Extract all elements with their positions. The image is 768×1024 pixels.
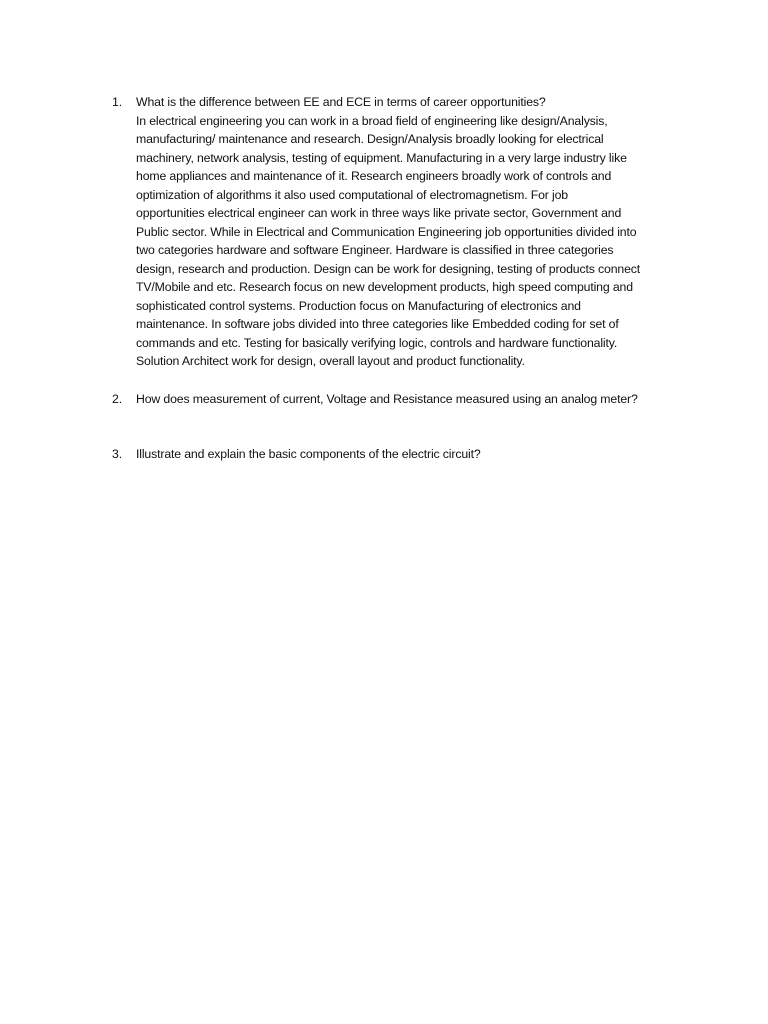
answer-line: commands and etc. Testing for basically verifying logic, controls and hardware functionality. [136,335,618,350]
question-number: 3. [112,447,122,461]
answer-line: TV/Mobile and etc. Research focus on new development products, high speed computing and [136,280,633,294]
answer-line: sophisticated control systems. Production focus on Manufacturing of electronics and [136,298,581,313]
question-text: What is the difference between EE and ECE in terms of career opportunities? [136,95,546,109]
answer-line: machinery, network analysis, testing of equipment. Manufacturing in a very large industry like [136,150,627,165]
answer-line: Solution Architect work for design, overall layout and product functionality. [136,354,525,368]
question-list [112,93,692,464]
answer-line: In electrical engineering you can work in a broad field of engineering like design/Analysis, [136,113,608,128]
answer-line: manufacturing/ maintenance and research. Design/Analysis broadly looking for electrical [136,132,604,146]
question-number: 1. [112,95,122,109]
question-1 [112,93,692,371]
question-3 [112,445,692,464]
answer-line: two categories hardware and software Engineer. Hardware is classified in three categories [136,243,614,257]
answer-line: home appliances and maintenance of it. Research engineers broadly work of controls and [136,169,612,183]
question-text: Illustrate and explain the basic components of the electric circuit? [136,447,481,461]
answer-line: optimization of algorithms it also used computational of electromagnetism. For job [136,187,568,202]
answer-line: design, research and production. Design can be work for designing, testing of products connect [136,261,641,276]
answer-line: opportunities electrical engineer can work in three ways like private sector, Government and [136,206,622,220]
answer-line: maintenance. In software jobs divided into three categories like Embedded coding for set of [136,317,619,331]
answer-line: Public sector. While in Electrical and Communication Engineering job opportunities divided into [136,224,637,239]
question-1-answer [136,112,692,371]
question-number: 2. [112,391,122,406]
question-text: How does measurement of current, Voltage and Resistance measured using an analog meter? [136,391,638,406]
question-2 [112,390,692,409]
